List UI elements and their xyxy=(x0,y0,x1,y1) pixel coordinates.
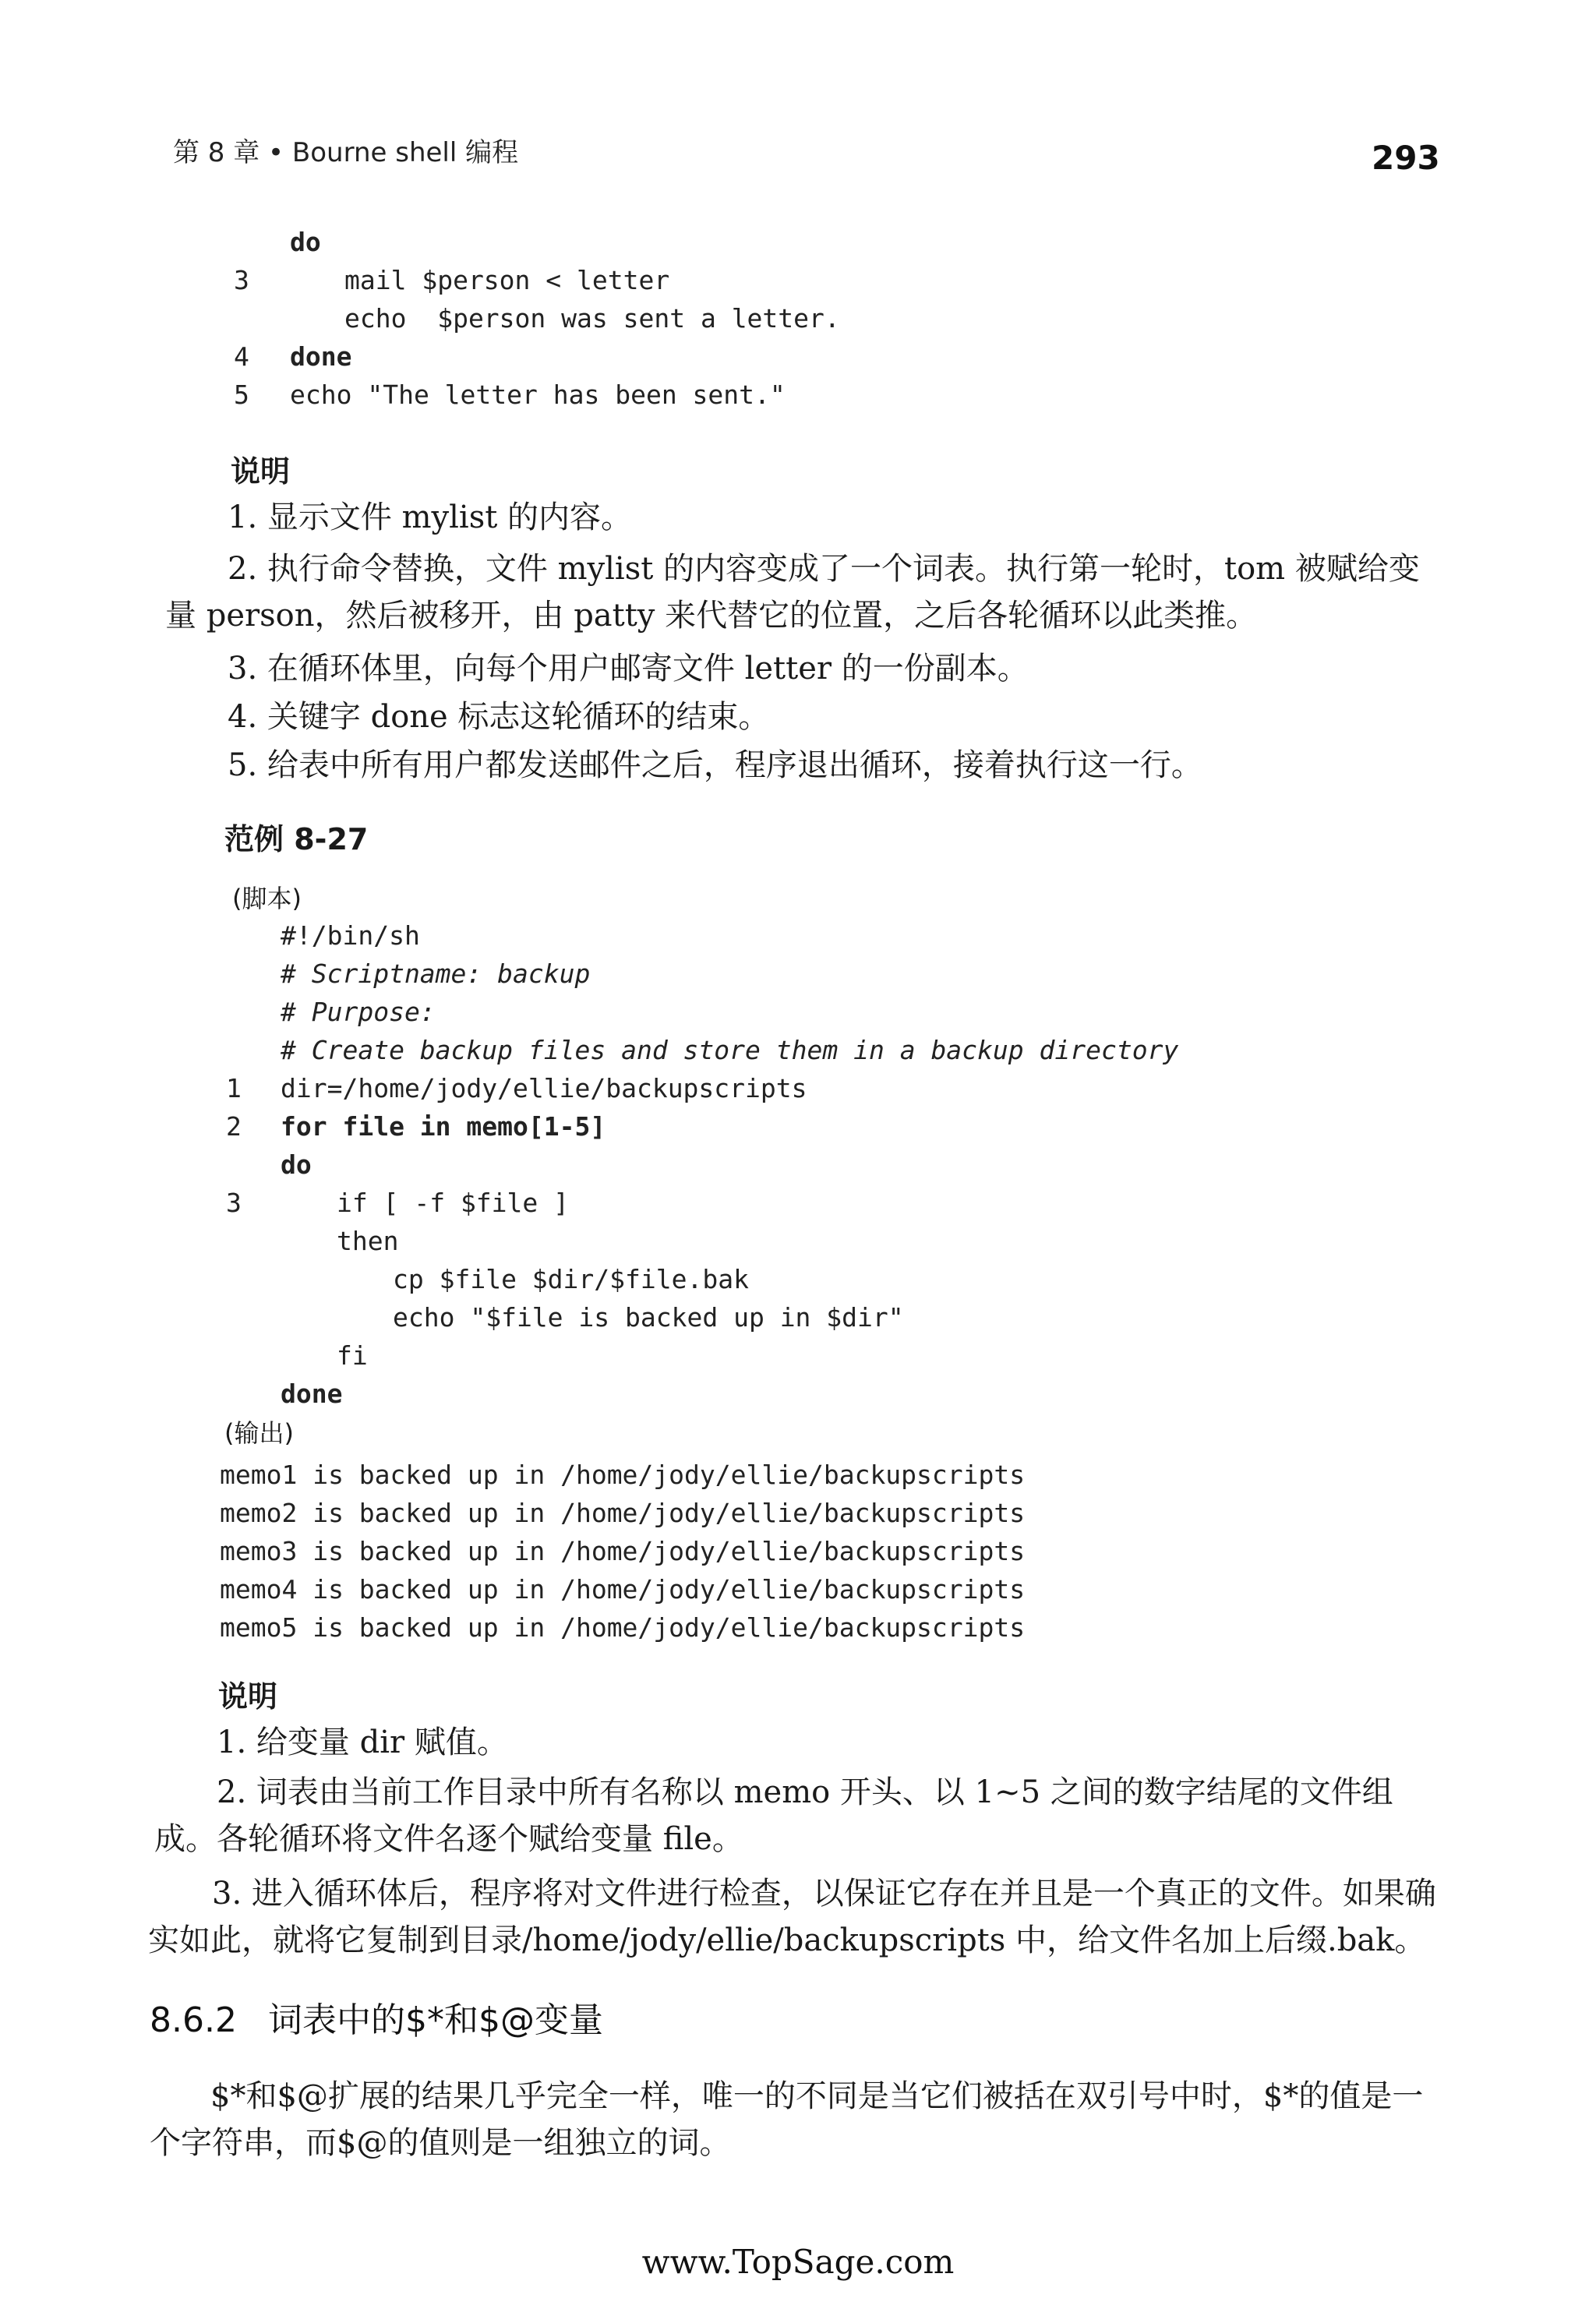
code-text: # Scriptname: backup xyxy=(281,959,591,989)
section-heading xyxy=(150,1992,603,2042)
code-line xyxy=(234,261,840,299)
code-line xyxy=(226,1146,1178,1184)
code-text: if [ -f $file ] xyxy=(337,1188,570,1218)
output-line: memo3 is backed up in /home/jody/ellie/backupscripts xyxy=(220,1536,1026,1566)
explanation-item: 2. 执行命令替换，文件 mylist 的内容变成了一个词表。执行第一轮时，tom 被赋给变量 person，然后被移开，由 patty 来代替它的位置，之后各轮循环以此类推。 xyxy=(165,551,1420,634)
code-text: then xyxy=(337,1226,399,1256)
output-label: (输出) xyxy=(224,1418,294,1448)
code-line xyxy=(226,955,1178,993)
code-text: do xyxy=(290,227,321,257)
code-line xyxy=(226,1031,1178,1069)
code-text: done xyxy=(281,1379,343,1409)
line-number: 1 xyxy=(226,1073,242,1103)
code-line xyxy=(226,1298,1178,1336)
line-number: 3 xyxy=(226,1188,242,1218)
code-block-output xyxy=(220,1456,1025,1647)
code-line xyxy=(226,916,1178,955)
page-number: 293 xyxy=(1372,139,1440,177)
code-text: dir=/home/jody/ellie/backupscripts xyxy=(281,1073,807,1103)
code-block-mail-loop xyxy=(234,223,840,414)
code-line xyxy=(226,993,1178,1031)
explanation-item: 4. 关键字 done 标志这轮循环的结束。 xyxy=(228,699,770,735)
footer-website: www.TopSage.com xyxy=(641,2243,955,2281)
code-line xyxy=(226,1107,1178,1146)
explanation-item: 2. 词表由当前工作目录中所有名称以 memo 开头、以 1~5 之间的数字结尾的文件组成。各轮循环将文件名逐个赋给变量 file。 xyxy=(154,1774,1393,1857)
code-text: echo $person was sent a letter. xyxy=(344,303,840,334)
code-text: echo "The letter has been sent." xyxy=(290,380,786,410)
code-text: mail $person < letter xyxy=(344,265,670,295)
script-label: (脚本) xyxy=(232,884,302,913)
code-text: done xyxy=(290,341,352,372)
line-number: 3 xyxy=(234,265,249,295)
code-line xyxy=(234,337,840,376)
section-title: 词表中的$*和$@变量 xyxy=(267,2000,603,2040)
output-line: memo5 is backed up in /home/jody/ellie/backupscripts xyxy=(220,1612,1026,1643)
output-line: memo2 is backed up in /home/jody/ellie/backupscripts xyxy=(220,1498,1026,1528)
code-text: echo "$file is backed up in $dir" xyxy=(393,1302,904,1333)
code-line xyxy=(234,223,840,261)
explanation-item: 5. 给表中所有用户都发送邮件之后，程序退出循环，接着执行这一行。 xyxy=(228,747,1202,783)
code-text: fi xyxy=(337,1340,368,1371)
chapter-header: 第 8 章 • Bourne shell 编程 xyxy=(173,137,519,168)
line-number: 4 xyxy=(234,341,249,372)
output-line: memo1 is backed up in /home/jody/ellie/backupscripts xyxy=(220,1460,1026,1490)
code-text: for file in memo[1-5] xyxy=(281,1111,606,1142)
explanation-label: 说明 xyxy=(231,454,291,489)
code-line xyxy=(234,299,840,337)
explanation-item: 3. 进入循环体后，程序将对文件进行检查，以保证它存在并且是一个真正的文件。如果确实如此，就将它复制到目录/home/jody/ellie/backupscripts 中，给文件名加上后缀.bak。 xyxy=(148,1876,1436,1958)
code-line xyxy=(226,1260,1178,1298)
code-text: #!/bin/sh xyxy=(281,920,420,951)
code-text: # Create backup files and store them in a backup directory xyxy=(281,1035,1179,1065)
section-number: 8.6.2 xyxy=(150,2000,237,2040)
section-paragraph: $*和$@扩展的结果几乎完全一样，唯一的不同是当它们被括在双引号中时，$*的值是一个字符串，而$@的值则是一组独立的词。 xyxy=(150,2078,1424,2161)
code-line xyxy=(234,376,840,414)
line-number: 2 xyxy=(226,1111,242,1142)
explanation-item: 3. 在循环体里，向每个用户邮寄文件 letter 的一份副本。 xyxy=(228,651,1029,687)
code-line xyxy=(226,1069,1178,1107)
code-line xyxy=(226,1184,1178,1222)
code-line xyxy=(226,1222,1178,1260)
code-block-backup-script xyxy=(226,916,1178,1413)
explanation-item: 1. 给变量 dir 赋值。 xyxy=(217,1725,508,1760)
code-text: # Purpose: xyxy=(281,997,436,1027)
line-number: 5 xyxy=(234,380,249,410)
code-line xyxy=(226,1375,1178,1413)
code-text: do xyxy=(281,1149,312,1180)
code-line xyxy=(226,1336,1178,1375)
explanation-item: 1. 显示文件 mylist 的内容。 xyxy=(228,500,633,535)
code-text: cp $file $dir/$file.bak xyxy=(393,1264,749,1294)
explanation-label: 说明 xyxy=(218,1679,278,1714)
output-line: memo4 is backed up in /home/jody/ellie/backupscripts xyxy=(220,1574,1026,1605)
example-title: 范例 8-27 xyxy=(224,822,369,856)
